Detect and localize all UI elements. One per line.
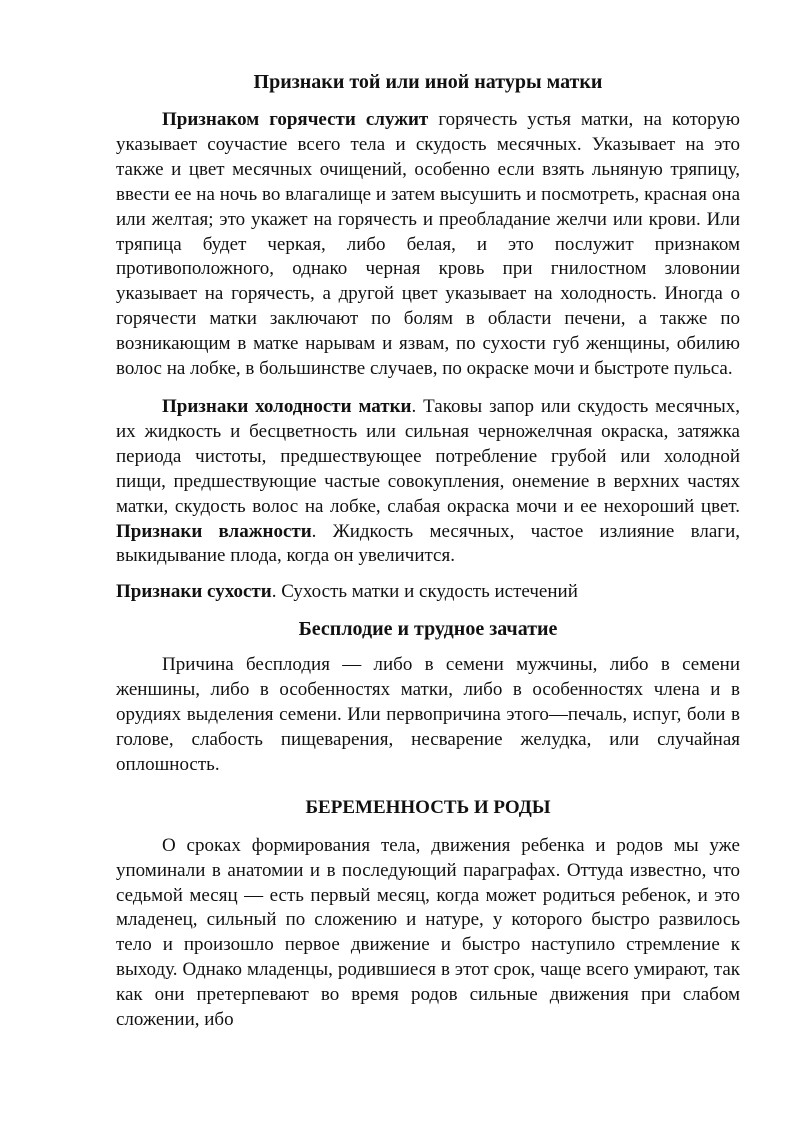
section-title-pregnancy: БЕРЕМЕННОСТЬ И РОДЫ bbox=[305, 796, 551, 818]
paragraph-lead-dryness: Признаки сухости bbox=[116, 581, 272, 603]
paragraph-cold-signs bbox=[116, 395, 740, 569]
paragraph-lead-cold: Признаки холодности матки bbox=[162, 395, 412, 417]
paragraph-lead-moisture: Признаки влажности bbox=[116, 520, 312, 542]
section-title-uterus-nature: Признаки той или иной натуры матки bbox=[253, 71, 603, 93]
paragraph-dryness-signs bbox=[116, 580, 740, 605]
paragraph-lead-heat: Признаком горячести служит bbox=[162, 109, 429, 130]
paragraph-text-cold: . Таковы запор или скудость месячных, их жидкость и бесцветность или сильная черножелчная окраска, затяжка периода чистоты, предшествующее потребление грубой или холодной пищи, предшествующие частые совокупления, онемение в верхних частях матки, скудость волос на лобке, слабая окраска мочи и ее нехороший цвет. bbox=[116, 395, 740, 517]
paragraph-infertility: Причина бесплодия — либо в семени мужчины, либо в семени женшины, либо в особенностях матки, либо в особенностях члена и в орудиях выделения семени. Или первопричина этого—печаль, испуг, боли в голове, слабость пищеварения, несварение желудка, или случайная оплошность. bbox=[116, 654, 740, 775]
section-title-infertility: Бесплодие и трудное зачатие bbox=[298, 618, 558, 641]
paragraph-text-moisture: . Жидкость месячных, частое излияние влаги, выкидывание плода, когда он увеличится. bbox=[116, 520, 740, 567]
paragraph-pregnancy: О сроках формирования тела, движения ребенка и родов мы уже упоминали в анатомии и в последующий параграфах. Оттуда известно, что седьмой месяц — есть первый месяц, когда может родиться ребенок, и это младенец, сильный по сложению и натуре, у которого быстро развилось тело и произошло первое движение и быстро наступило стремление к выходу. Однако младенцы, родившиеся в этот срок, чаще всего умирают, так как они претерпевают во время родов сильные движения при слабом сложении, ибо bbox=[116, 834, 740, 1031]
paragraph-heat-signs bbox=[116, 108, 740, 382]
paragraph-text-dryness: . Сухость матки и скудость истечений bbox=[271, 581, 578, 603]
paragraph-text-heat: горячесть устья матки, на которую указывает соучастие всего тела и скудость месячных. Указывает на это также и цвет месячных очищений, особенно если взять льняную тряпицу, ввести ее на ночь во влагалище и затем высушить и посмотреть, красная она или желтая; это укажет на горячесть и преобладание желчи или крови. Или тряпица будет черкая, либо белая, и это послужит признаком противоположного, однако черная кровь при гнилостном зловонии указывает на горячесть, а другой цвет указывает на холодность. Иногда о горячести матки заключают по болям в области печени, а также по возникающим в матке нарывам и язвам, по сухости губ женщины, обилию волос на лобке, в большинстве случаев, по окраске мочи и быстроте пульса. bbox=[116, 109, 740, 380]
